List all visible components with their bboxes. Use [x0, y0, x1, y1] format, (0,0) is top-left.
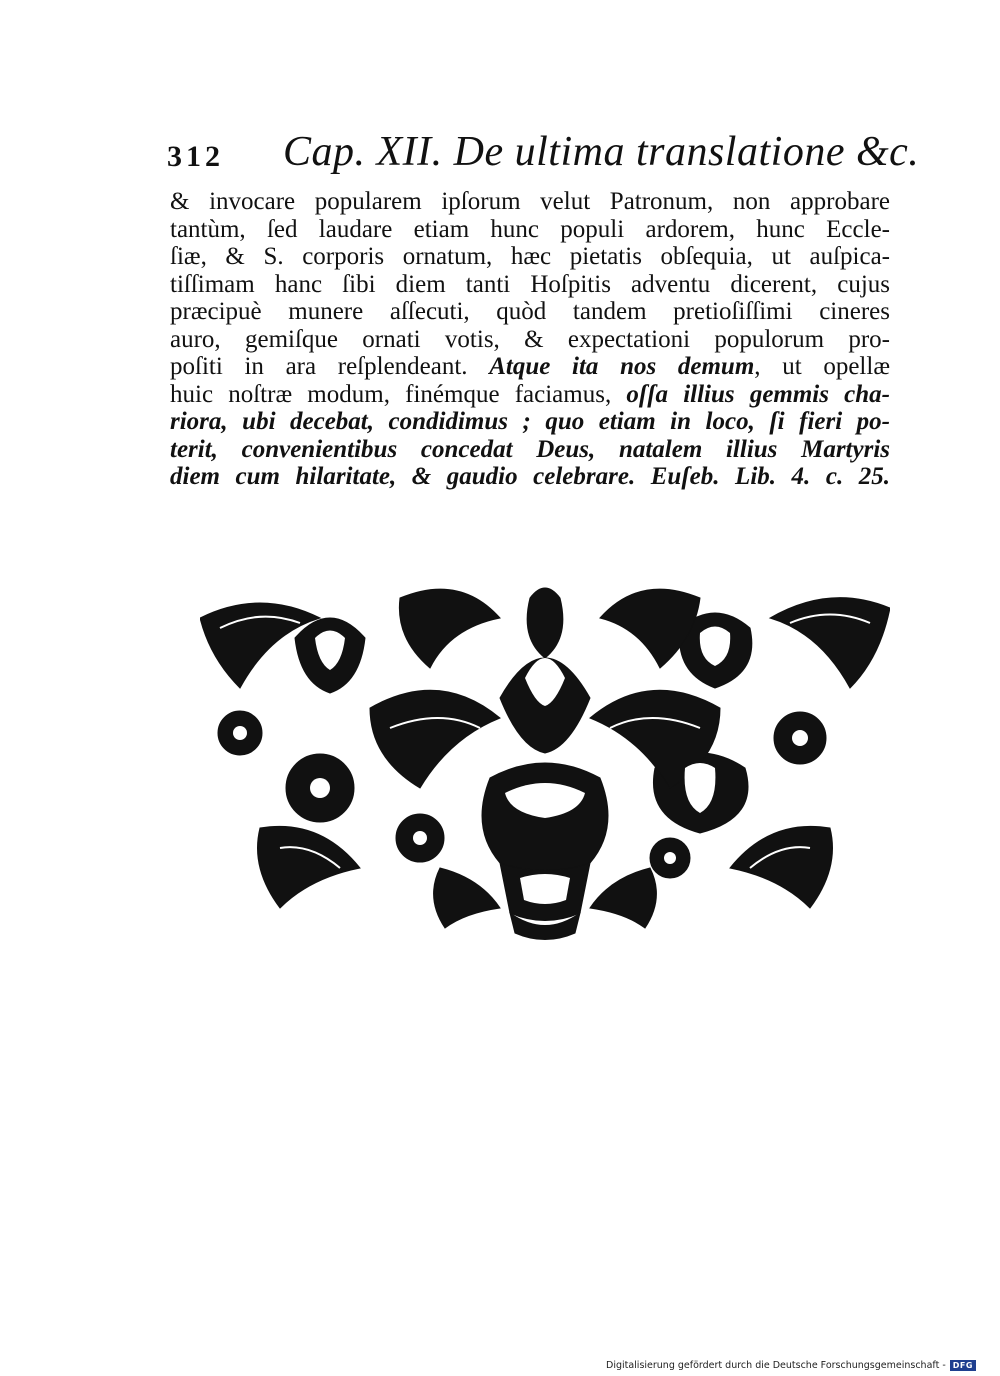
italic-text-run: diem cum hilaritate, & gaudio celebrare. Euſeb. Lib. 4. c. 25.	[170, 463, 890, 490]
text-run: ſiæ, & S. corporis ornatum, hæc pietatis obſequia, ut auſpica-	[170, 243, 890, 270]
text-run: poſiti in ara reſplendeant.	[170, 353, 490, 380]
text-line	[170, 326, 890, 354]
italic-text-run: Atque ita nos demum	[489, 353, 755, 380]
text-line	[170, 271, 890, 299]
dfg-logo-icon: DFG	[950, 1360, 976, 1371]
text-run: præcipuè munere aſſecuti, quòd tandem pretioſiſſimi cineres	[170, 298, 890, 325]
text-line	[170, 408, 890, 436]
digitization-credit	[606, 1358, 976, 1372]
credit-text: Digitalisierung gefördert durch die Deutsche Forschungsgemeinschaft -	[606, 1359, 946, 1371]
text-line	[170, 463, 890, 491]
italic-text-run: oſſa illius gemmis cha-	[626, 380, 890, 408]
text-line	[170, 298, 890, 326]
text-run: & invocare popularem ipſorum velut Patronum, non approbare	[170, 188, 890, 215]
text-line	[170, 436, 890, 464]
text-run: huic noſtræ modum, finémque faciamus,	[170, 380, 627, 408]
text-line	[170, 353, 890, 381]
text-run: tiſſimam hanc ſibi diem tanti Hoſpitis adventu dicerent, cujus	[170, 270, 890, 298]
italic-text-run: terit, convenientibus concedat Deus, natalem illius Martyris	[170, 435, 890, 463]
text-line	[170, 381, 890, 409]
text-line	[170, 216, 890, 244]
page-number: 312	[167, 140, 224, 173]
text-run: tantùm, ſed laudare etiam hunc populi ardorem, hunc Eccle-	[170, 215, 890, 243]
text-run: , ut opellæ	[754, 353, 890, 380]
body-text	[170, 188, 890, 491]
floral-vase-ornament-icon	[200, 578, 890, 950]
text-line	[170, 243, 890, 271]
text-line	[170, 188, 890, 216]
text-run: auro, gemiſque ornati votis, & expectationi populorum pro-	[170, 325, 890, 353]
italic-text-run: riora, ubi decebat, condidimus ; quo etiam in loco, ſi fieri po-	[170, 408, 890, 435]
running-head	[165, 128, 920, 184]
chapter-title: Cap. XII. De ultima translatione &c.	[283, 129, 920, 175]
